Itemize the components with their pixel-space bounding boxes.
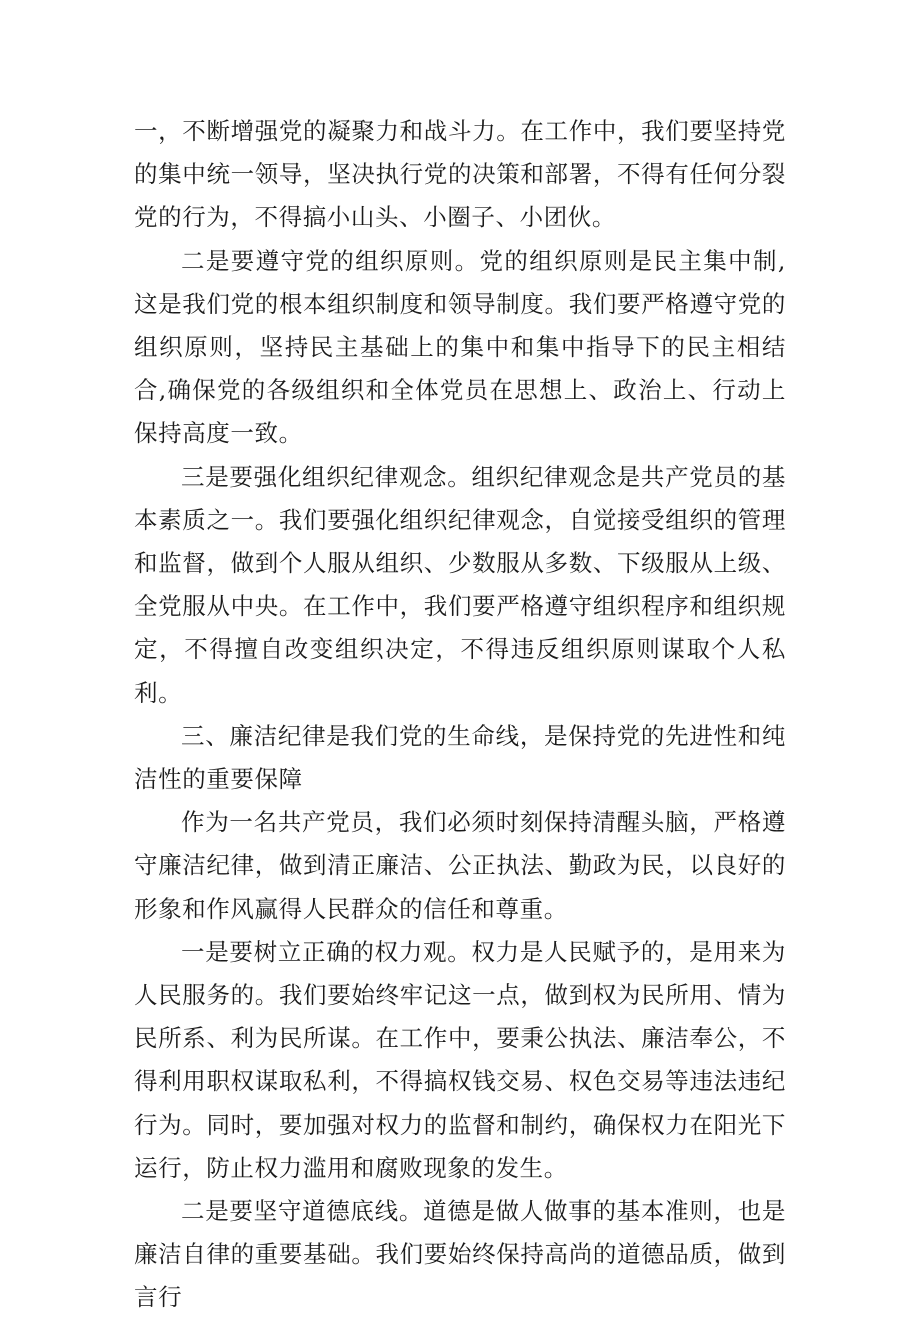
paragraph-continuation: 一，不断增强党的凝聚力和战斗力。在工作中，我们要坚持党的集中统一领导，坚决执行党的决策和部署，不得有任何分裂党的行为，不得搞小山头、小圈子、小团伙。 xyxy=(134,117,786,232)
paragraph-organization-principle: 二是要遵守党的组织原则。党的组织原则是民主集中制,这是我们党的根本组织制度和领导制度。我们要严格遵守党的组织原则，坚持民主基础上的集中和集中指导下的民主相结合,确保党的各级组织和全体党员在思想上、政治上、行动上保持高度一致。 xyxy=(134,246,786,448)
paragraph-organization-discipline: 三是要强化组织纪律观念。组织纪律观念是共产党员的基本素质之一。我们要强化组织纪律观念，自觉接受组织的管理和监督，做到个人服从组织、少数服从多数、下级服从上级、全党服从中央。在工作中，我们要严格遵守组织程序和组织规定，不得擅自改变组织决定，不得违反组织原则谋取个人私利。 xyxy=(134,462,786,707)
section-heading-integrity-discipline: 三、廉洁纪律是我们党的生命线，是保持党的先进性和纯洁性的重要保障 xyxy=(134,721,786,794)
paragraph-party-member-duty: 作为一名共产党员，我们必须时刻保持清醒头脑，严格遵守廉洁纪律，做到清正廉洁、公正执法、勤政为民，以良好的形象和作风赢得人民群众的信任和尊重。 xyxy=(134,808,786,923)
paragraph-moral-bottom-line: 二是要坚守道德底线。道德是做人做事的基本准则，也是廉洁自律的重要基础。我们要始终保持高尚的道德品质，做到言行 xyxy=(134,1197,786,1312)
paragraph-view-of-power: 一是要树立正确的权力观。权力是人民赋予的，是用来为人民服务的。我们要始终牢记这一点，做到权为民所用、情为民所系、利为民所谋。在工作中，要秉公执法、廉洁奉公，不得利用职权谋取私利，不得搞权钱交易、权色交易等违法违纪行为。同时，要加强对权力的监督和制约，确保权力在阳光下运行，防止权力滥用和腐败现象的发生。 xyxy=(134,937,786,1182)
document-body xyxy=(134,110,786,1320)
